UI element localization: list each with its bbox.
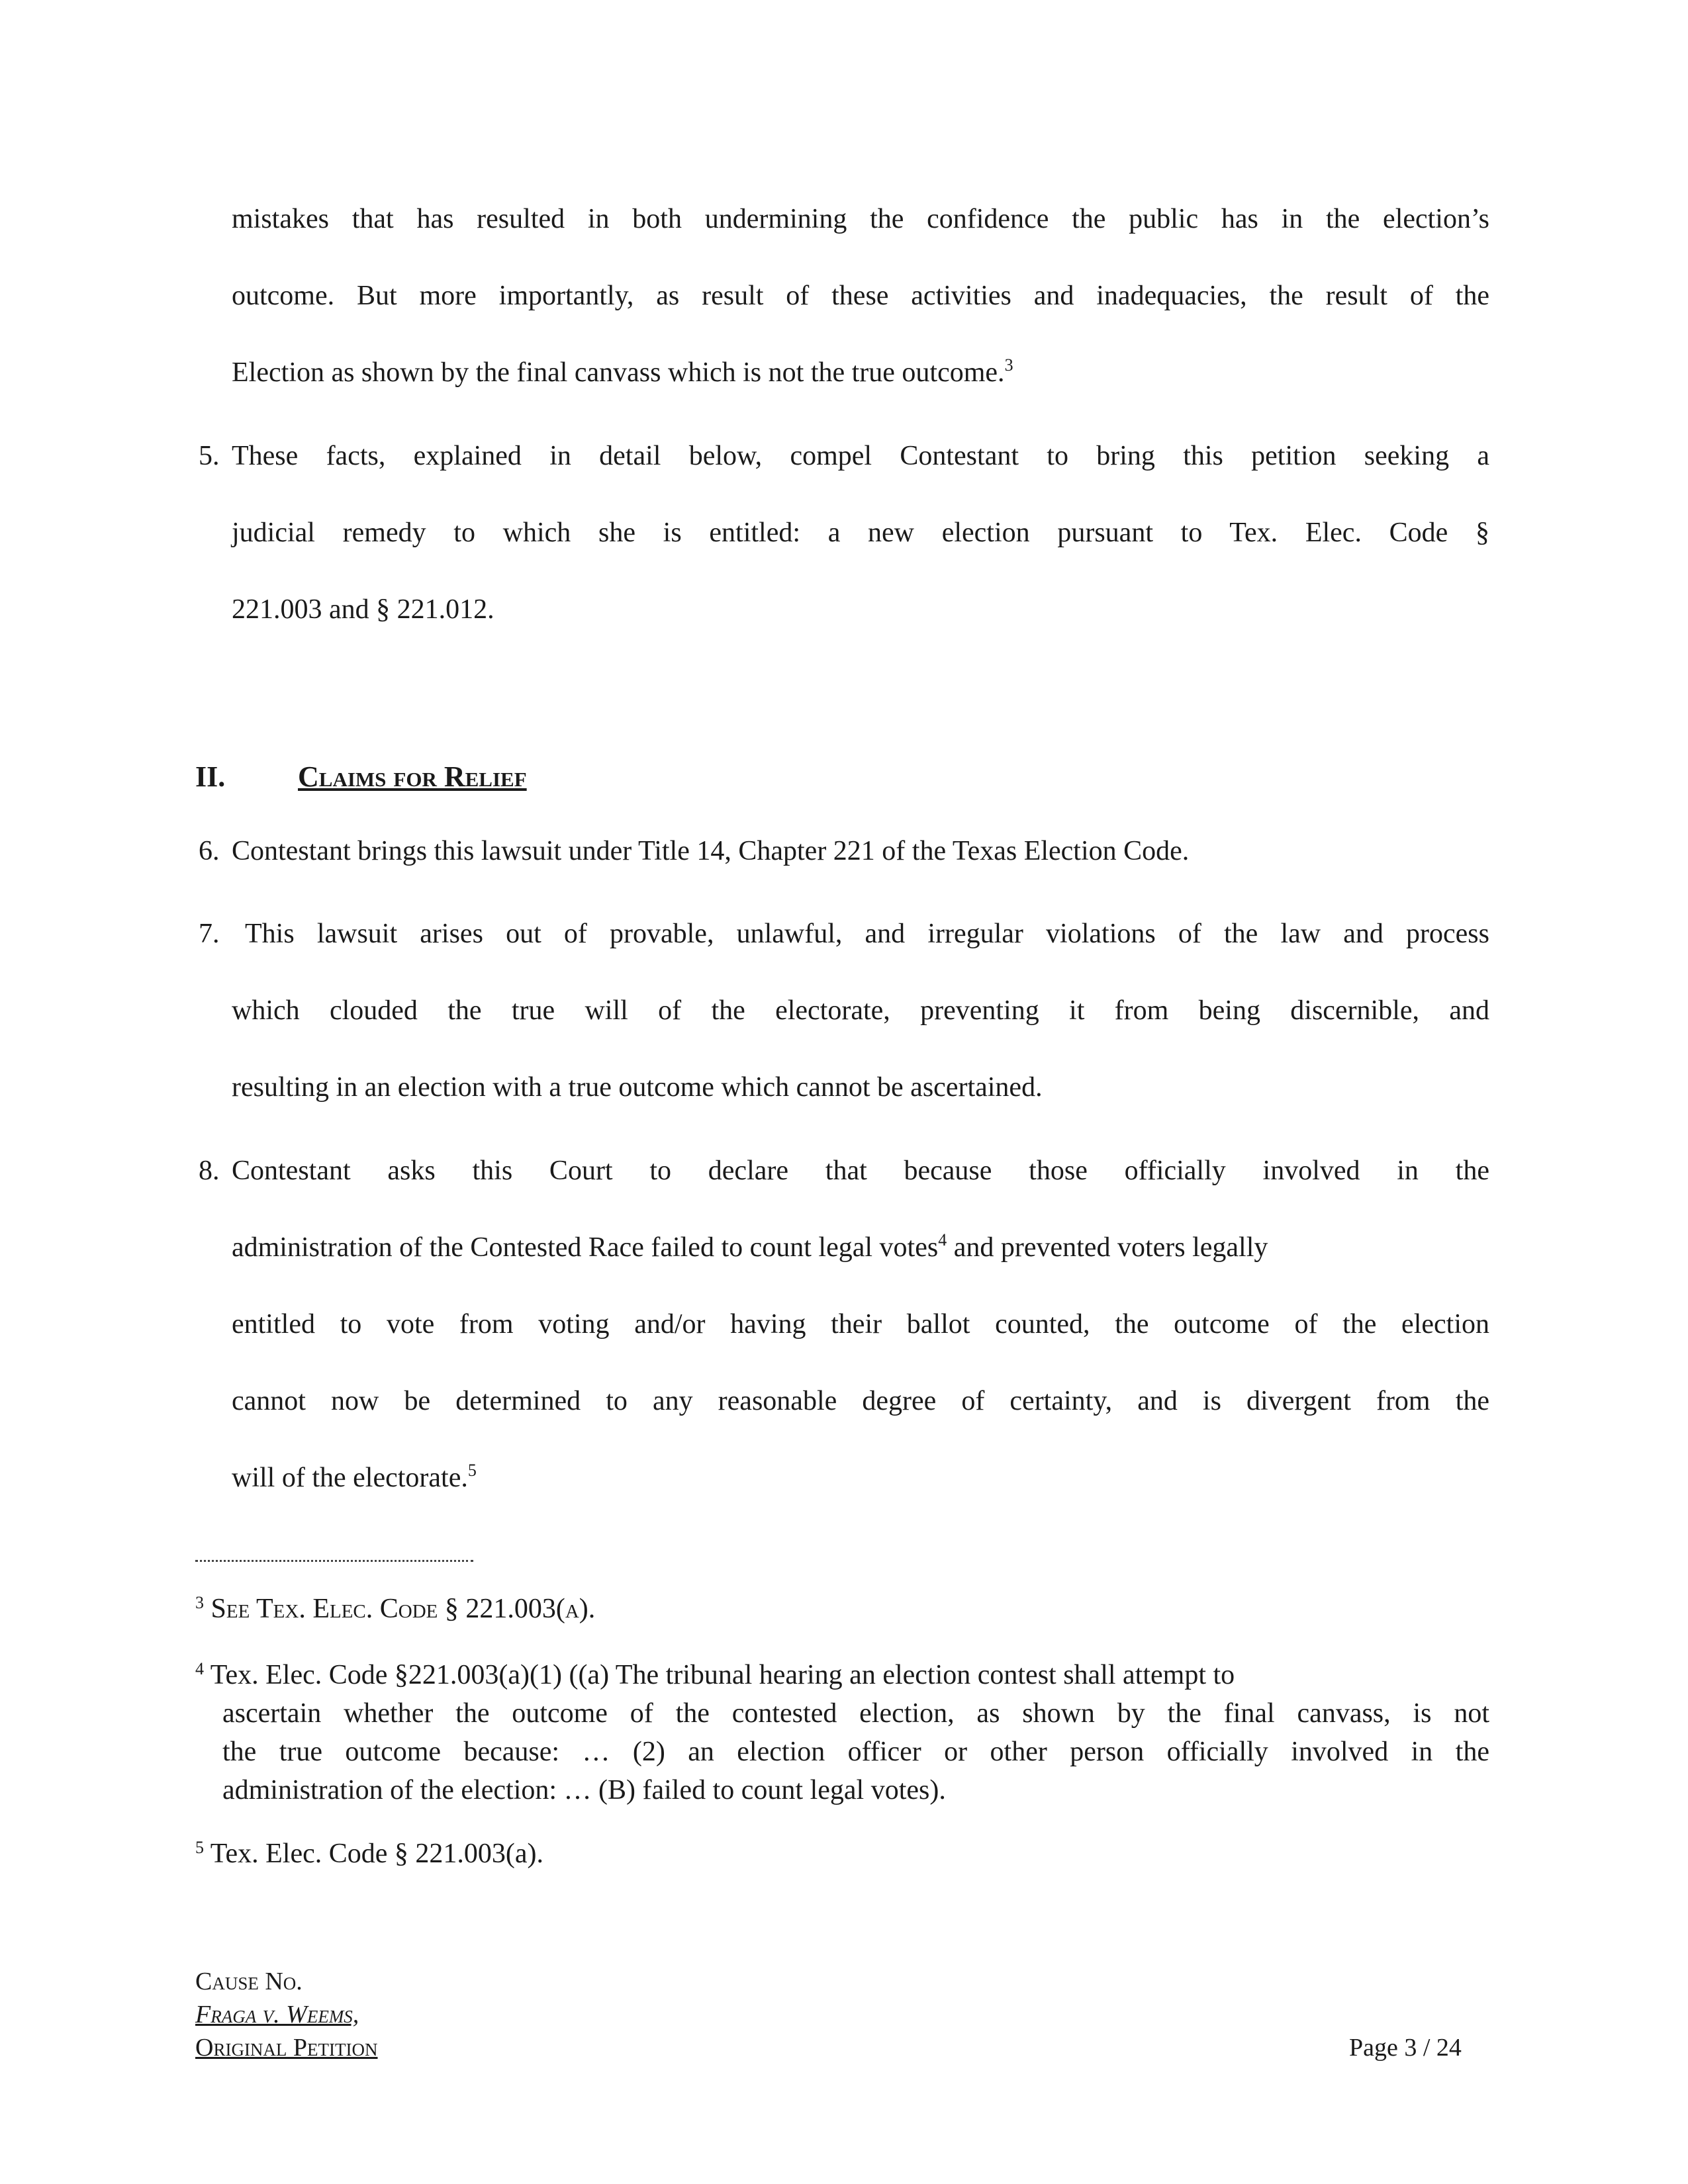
para7-number: 7. bbox=[199, 919, 220, 949]
para5-number: 5. bbox=[199, 441, 220, 471]
para5-line2: judicial remedy to which she is entitled: a new election pursuant to Tex. Elec. Code § bbox=[232, 518, 1489, 548]
para4-line1: mistakes that has resulted in both undermining the confidence the public has in the election’s bbox=[232, 204, 1489, 234]
para8-line4: cannot now be determined to any reasonable degree of certainty, and is divergent from the bbox=[232, 1386, 1489, 1416]
para8-line3: entitled to vote from voting and/or having their ballot counted, the outcome of the election bbox=[232, 1309, 1489, 1340]
para4-line2: outcome. But more importantly, as result of these activities and inadequacies, the result of the bbox=[232, 281, 1489, 311]
footnote-4-line2: ascertain whether the outcome of the contested election, as shown by the final canvass, is not bbox=[222, 1698, 1489, 1729]
para8-number: 8. bbox=[199, 1156, 220, 1186]
section-title: Claims for Relief bbox=[298, 760, 527, 793]
para8-line5: will of the electorate.$^5$ bbox=[232, 1461, 477, 1493]
footer-case-name: Fraga v. Weems, bbox=[195, 2001, 359, 2028]
footer-page-number: Page 3 / 24 bbox=[1349, 2034, 1462, 2062]
footnote-ref-3[interactable]: 3 bbox=[1004, 355, 1013, 375]
footnote-separator bbox=[195, 1560, 473, 1562]
footnote-4-line4: administration of the election: … (B) failed to count legal votes). bbox=[222, 1775, 946, 1805]
footnote-3: $^3$ See Tex. Elec. Code § 221.003(a). bbox=[195, 1593, 596, 1624]
para7-line2: which clouded the true will of the electorate, preventing it from being discernible, and bbox=[232, 995, 1489, 1026]
para5-line3: 221.003 and § 221.012. bbox=[232, 594, 494, 625]
footnote-ref-5[interactable]: 5 bbox=[467, 1461, 477, 1480]
para7-line1: This lawsuit arises out of provable, unlawful, and irregular violations of the law and process bbox=[245, 919, 1489, 949]
para8-line2: administration of the Contested Race failed to count legal votes$^4$ and prevented voters legally bbox=[232, 1230, 1268, 1263]
para7-line3: resulting in an election with a true outcome which cannot be ascertained. bbox=[232, 1072, 1043, 1103]
footer-cause-no: Cause No. bbox=[195, 1968, 303, 1995]
para4-line3: Election as shown by the final canvass which is not the true outcome.$^3$ bbox=[232, 355, 1013, 388]
section-number: II. bbox=[195, 760, 226, 793]
para8-line1: Contestant asks this Court to declare that because those officially involved in the bbox=[232, 1156, 1489, 1186]
footnote-5: $^5$ Tex. Elec. Code § 221.003(a). bbox=[195, 1838, 543, 1869]
footnote-4-line3: the true outcome because: … (2) an election officer or other person officially involved in the bbox=[222, 1737, 1489, 1767]
footnote-ref-4[interactable]: 4 bbox=[938, 1230, 947, 1250]
para5-line1: These facts, explained in detail below, compel Contestant to bring this petition seeking a bbox=[232, 441, 1489, 471]
para6-line1: Contestant brings this lawsuit under Title 14, Chapter 221 of the Texas Election Code. bbox=[232, 836, 1190, 866]
footnote-4-line1: $^4$ Tex. Elec. Code §221.003(a)(1) ((a) The tribunal hearing an election contest shall attempt to bbox=[195, 1659, 1235, 1690]
footer-document-title: Original Petition bbox=[195, 2034, 378, 2062]
para6-number: 6. bbox=[199, 836, 220, 866]
